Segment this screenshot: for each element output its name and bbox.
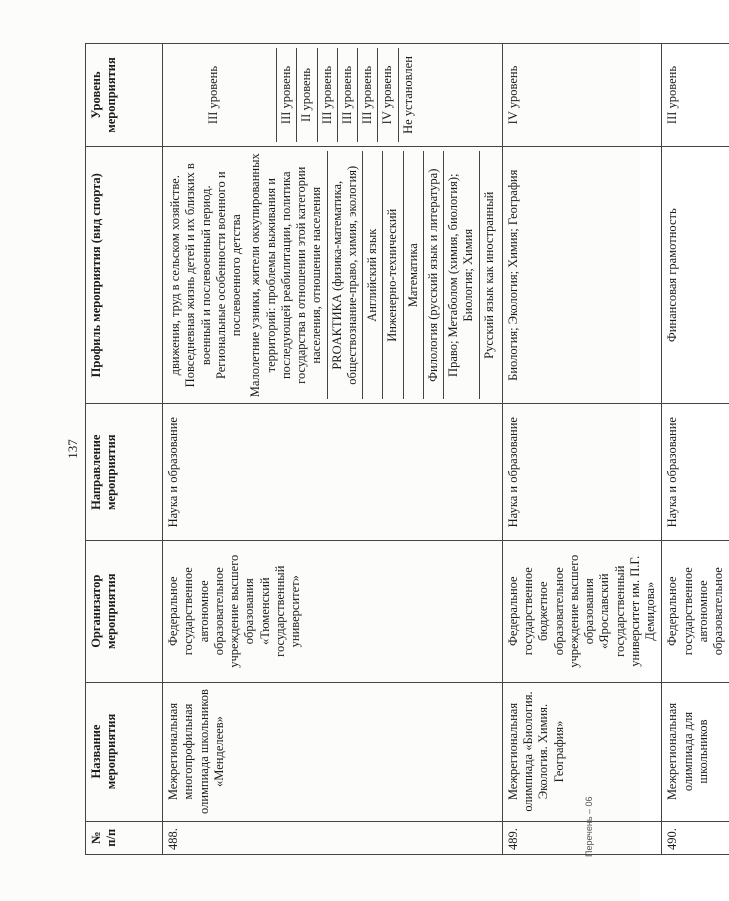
event-direction: Наука и образование [163,404,503,540]
table-row [502,44,662,855]
events-table [85,43,729,855]
level-item: III уровень [317,48,337,142]
header-level: Уровень мероприятия [86,44,163,147]
profile-item: Право; Метаболом (химия, биология); Биология; Химия [443,151,479,399]
event-level: IV уровень [502,44,662,147]
page-number: 137 [65,439,80,459]
event-profile: Биология; Экология; Химия; География [502,147,662,404]
level-item: Не установлен [398,48,418,142]
event-name: Межрегиональная олимпиада «Биология. Экология. Химия. География» [502,682,662,821]
level-item: III уровень [276,48,296,142]
event-name: Межрегиональная олимпиада для школьников [662,682,729,821]
profile-item: Инженерно-технический [382,151,402,399]
event-level: III уровень [662,44,729,147]
profile-item: Английский язык [362,151,382,399]
header-num: № п/п [86,821,163,854]
event-levels [163,44,503,147]
level-item: III уровень [337,48,357,142]
table-row [163,44,503,855]
table-row [662,44,729,855]
event-profiles [163,147,503,404]
row-number: 489. [502,821,662,854]
rotated-table-sheet [35,35,725,865]
row-number: 488. [163,821,503,854]
profile-item: Математика [403,151,423,399]
profile-item: Филология (русский язык и литература) [423,151,443,399]
event-organizer: Федеральное государственное автономное образовательное [662,540,729,682]
header-organizer: Организатор мероприятия [86,540,163,682]
profile-continuation-2: Малолетние узники, жители оккупированных территорий: проблемы выживания и последующей реабилитации, политика государства в отношении этой категории населения, отношение населения [248,153,324,398]
event-direction: Наука и образование [662,404,729,540]
event-profile: Финансовая грамотность [662,147,729,404]
profile-continuation: движения, труд в сельском хозяйстве. Повседневная жизнь детей и их близких в военный и послевоенный период. Региональные особенности военного и послевоенного детства [168,163,243,388]
level-continuation: III уровень [206,65,220,125]
level-item: IV уровень [377,48,397,142]
event-organizer: Федеральное государственное автономное образовательное учреждение высшего образования «Тюменский государственный университет» [163,540,503,682]
header-row [86,44,163,855]
profile-item: PROАКТИКА (физика-математика, обществознание-право, химия, экология) [327,151,363,399]
event-organizer: Федеральное государственное бюджетное образовательное учреждение высшего образования «Ярославский государственный университет им. П.Г. Демидова» [502,540,662,682]
row-number: 490. [662,821,729,854]
level-item: III уровень [357,48,377,142]
header-profile: Профиль мероприятия (вид спорта) [86,147,163,404]
profile-item: Русский язык как иностранный [479,151,499,399]
header-name: Название мероприятия [86,682,163,821]
header-direction: Направление мероприятия [86,404,163,540]
level-item: II уровень [296,48,316,142]
event-name: Межрегиональная многопрофильная олимпиада школьников «Менделеев» [163,682,503,821]
event-direction: Наука и образование [502,404,662,540]
page-footer: Перечень – 06 [584,796,594,857]
